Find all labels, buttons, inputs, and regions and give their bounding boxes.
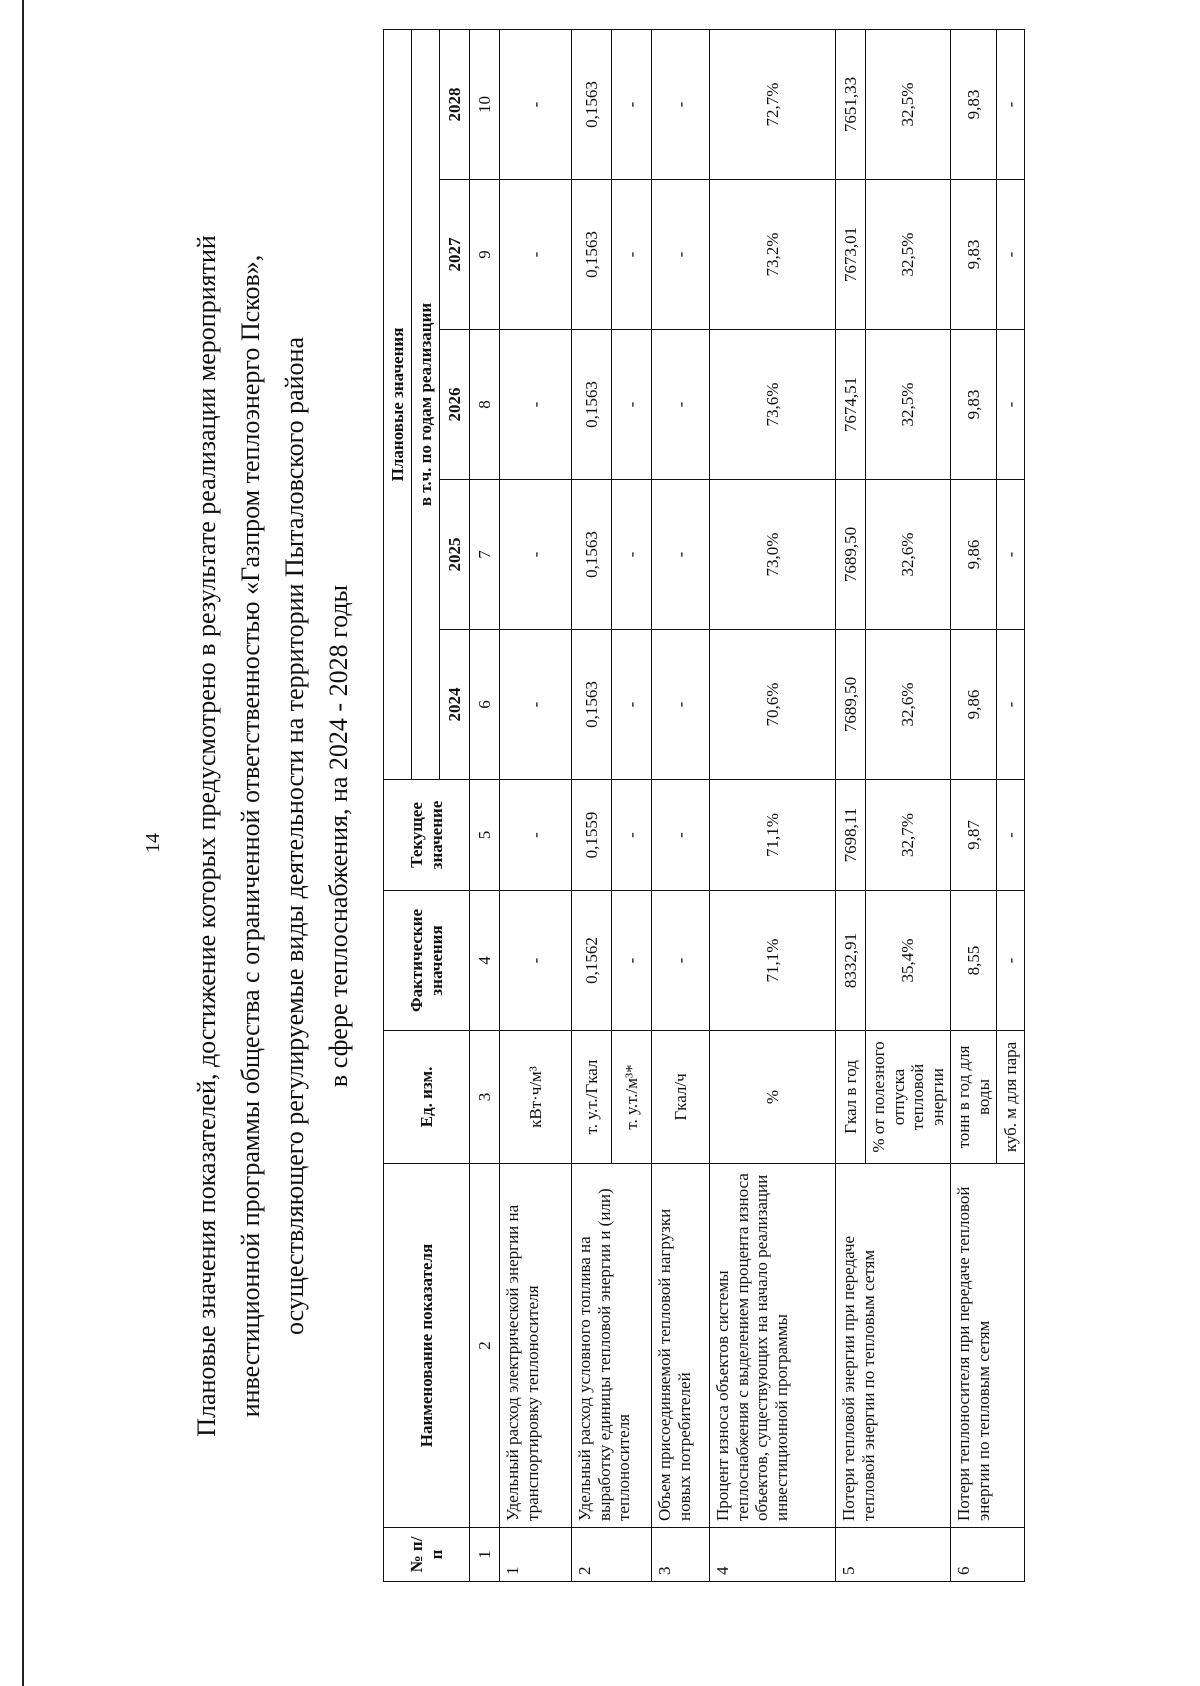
- header-unit: Ед. изм.: [384, 1031, 470, 1164]
- title-line: Плановые значения показателей, достижение которых предусмотрено в результате реализации мероприятий: [192, 235, 221, 1437]
- row-name: Потери теплоносителя при передаче тепловой энергии по тепловым сетям: [951, 1164, 1025, 1528]
- table-row: [951, 29, 997, 1581]
- column-number-row: [470, 29, 500, 1581]
- row-unit: т. у.т./м³*: [612, 1031, 652, 1164]
- row-2026: 32,5%: [866, 330, 951, 480]
- row-2027: 0,1563: [572, 180, 612, 330]
- row-unit: Гкал в год: [836, 1031, 866, 1164]
- document-title: [185, 136, 361, 1536]
- row-2024: -: [652, 630, 710, 780]
- row-fact: 35,4%: [866, 891, 951, 1031]
- row-2028: 9,83: [951, 29, 997, 179]
- row-2024: 7689,50: [836, 630, 866, 780]
- table-row: [572, 29, 612, 1581]
- header-planned: Плановые значения: [384, 29, 412, 779]
- row-2028: -: [500, 29, 572, 179]
- row-2028: -: [997, 29, 1025, 179]
- row-name: Объем присоединяемой тепловой нагрузки новых потребителей: [652, 1164, 710, 1528]
- header-year: 2025: [440, 480, 470, 630]
- title-line: в сфере теплоснабжения, на 2024 - 2028 годы: [324, 584, 353, 1088]
- row-2026: 0,1563: [572, 330, 612, 480]
- row-current: -: [652, 780, 710, 891]
- column-number: 10: [470, 29, 500, 179]
- row-2024: -: [500, 630, 572, 780]
- row-2027: 7673,01: [836, 180, 866, 330]
- row-num: 5: [836, 1528, 951, 1582]
- indicators-table: [383, 29, 1025, 1582]
- row-2026: -: [612, 330, 652, 480]
- page-number: 14: [142, 833, 164, 853]
- row-num: 1: [500, 1528, 572, 1582]
- row-num: 2: [572, 1528, 652, 1582]
- row-2024: 32,6%: [866, 630, 951, 780]
- table-row: [500, 29, 572, 1581]
- column-number: 4: [470, 891, 500, 1031]
- row-2024: 9,86: [951, 630, 997, 780]
- row-2024: 70,6%: [710, 630, 836, 780]
- row-num: 3: [652, 1528, 710, 1582]
- row-2028: 7651,33: [836, 29, 866, 179]
- row-2026: 9,83: [951, 330, 997, 480]
- row-2026: 73,6%: [710, 330, 836, 480]
- column-number: 3: [470, 1031, 500, 1164]
- column-number: 6: [470, 630, 500, 780]
- row-2028: 0,1563: [572, 29, 612, 179]
- row-unit: кВт·ч/м³: [500, 1031, 572, 1164]
- row-2027: -: [652, 180, 710, 330]
- table-row: [836, 29, 866, 1581]
- row-unit: тонн в год для воды: [951, 1031, 997, 1164]
- row-2026: -: [500, 330, 572, 480]
- row-2024: 0,1563: [572, 630, 612, 780]
- row-current: -: [612, 780, 652, 891]
- column-number: 2: [470, 1164, 500, 1528]
- row-current: 9,87: [951, 780, 997, 891]
- row-2025: -: [652, 480, 710, 630]
- row-2025: -: [500, 480, 572, 630]
- row-2027: 9,83: [951, 180, 997, 330]
- row-2026: -: [997, 330, 1025, 480]
- title-line: инвестиционной программы общества с ограниченной ответственностью «Газпром теплоэнерго Псков»,: [236, 254, 265, 1418]
- row-2025: 73,0%: [710, 480, 836, 630]
- table-row: [652, 29, 710, 1581]
- row-2028: -: [612, 29, 652, 179]
- header-name: Наименование показателя: [384, 1164, 470, 1528]
- row-2025: 7689,50: [836, 480, 866, 630]
- row-2025: -: [997, 480, 1025, 630]
- header-year: 2028: [440, 29, 470, 179]
- row-current: 32,7%: [866, 780, 951, 891]
- row-fact: -: [997, 891, 1025, 1031]
- row-fact: 8,55: [951, 891, 997, 1031]
- row-2026: 7674,51: [836, 330, 866, 480]
- row-fact: -: [612, 891, 652, 1031]
- row-current: 0,1559: [572, 780, 612, 891]
- header-current: Текущее значение: [384, 780, 470, 891]
- row-num: 4: [710, 1528, 836, 1582]
- column-number: 9: [470, 180, 500, 330]
- row-unit: % от полезного отпуска тепловой энергии: [866, 1031, 951, 1164]
- row-unit: куб. м для пара: [997, 1031, 1025, 1164]
- header-year: 2027: [440, 180, 470, 330]
- row-2027: -: [612, 180, 652, 330]
- header-num: № п/п: [384, 1528, 470, 1582]
- row-unit: %: [710, 1031, 836, 1164]
- row-num: 6: [951, 1528, 1025, 1582]
- header-fact: Фактические значения: [384, 891, 470, 1031]
- row-2027: 73,2%: [710, 180, 836, 330]
- header-by-years: в т.ч. по годам реализации: [412, 29, 440, 779]
- row-current: -: [500, 780, 572, 891]
- column-number: 7: [470, 480, 500, 630]
- row-2024: -: [997, 630, 1025, 780]
- row-2028: 32,5%: [866, 29, 951, 179]
- column-number: 1: [470, 1528, 500, 1582]
- row-name: Процент износа объектов системы теплоснабжения с выделением процента износа объектов, существующих на начало реализации инвестиционной программы: [710, 1164, 836, 1528]
- row-2025: 9,86: [951, 480, 997, 630]
- row-2027: -: [500, 180, 572, 330]
- row-2028: 72,7%: [710, 29, 836, 179]
- row-2025: 32,6%: [866, 480, 951, 630]
- row-unit: т. у.т./Гкал: [572, 1031, 612, 1164]
- row-name: Удельный расход условного топлива на выработку единицы тепловой энергии и (или) теплоносителя: [572, 1164, 652, 1528]
- row-current: -: [997, 780, 1025, 891]
- row-2026: -: [652, 330, 710, 480]
- row-name: Потери тепловой энергии при передаче тепловой энергии по тепловым сетям: [836, 1164, 951, 1528]
- row-2027: -: [997, 180, 1025, 330]
- row-2028: -: [652, 29, 710, 179]
- row-2027: 32,5%: [866, 180, 951, 330]
- row-fact: 0,1562: [572, 891, 612, 1031]
- header-year: 2026: [440, 330, 470, 480]
- row-fact: -: [500, 891, 572, 1031]
- row-unit: Гкал/ч: [652, 1031, 710, 1164]
- row-2024: -: [612, 630, 652, 780]
- table-row: [710, 29, 836, 1581]
- title-line: осуществляющего регулируемые виды деятельности на территории Пыталовского района: [280, 337, 309, 1336]
- row-2025: 0,1563: [572, 480, 612, 630]
- column-number: 5: [470, 780, 500, 891]
- row-current: 7698,11: [836, 780, 866, 891]
- column-number: 8: [470, 330, 500, 480]
- row-name: Удельный расход электрической энергии на транспортировку теплоносителя: [500, 1164, 572, 1528]
- row-fact: -: [652, 891, 710, 1031]
- row-current: 71,1%: [710, 780, 836, 891]
- row-fact: 8332,91: [836, 891, 866, 1031]
- row-fact: 71,1%: [710, 891, 836, 1031]
- row-2025: -: [612, 480, 652, 630]
- header-year: 2024: [440, 630, 470, 780]
